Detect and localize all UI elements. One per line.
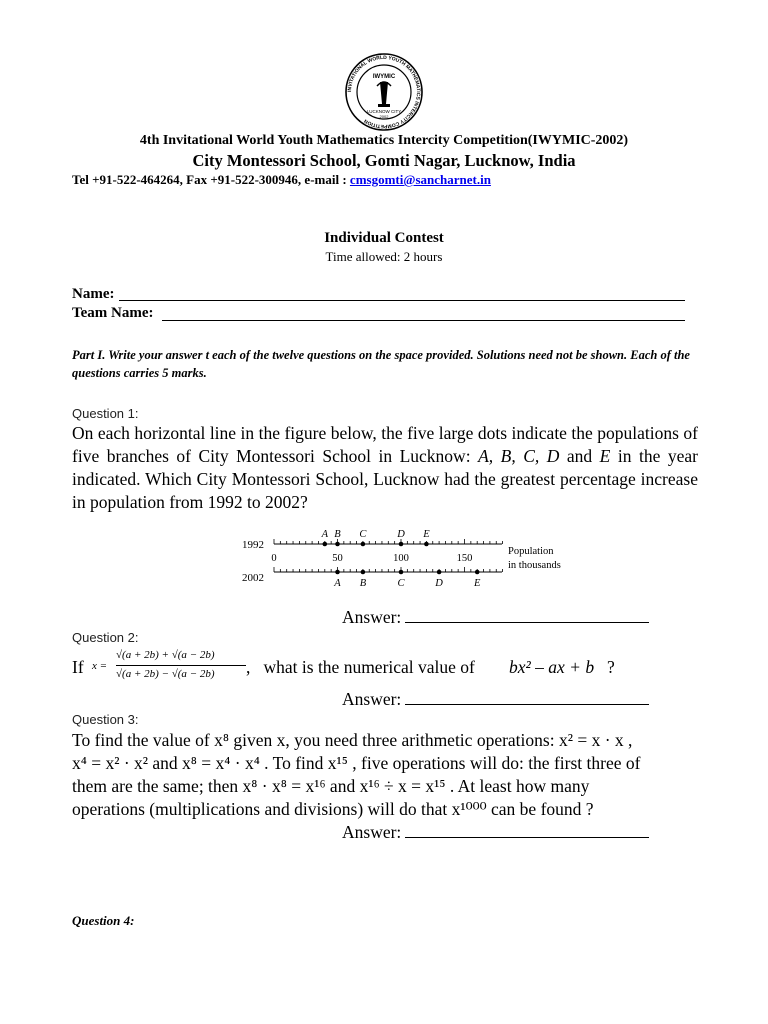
team-name-label: Team Name: — [72, 305, 154, 321]
dot-2002-D — [437, 570, 442, 575]
q2-lhs: x = — [92, 660, 108, 672]
legend-line-2: in thousands — [508, 560, 561, 571]
team-name-field-line[interactable] — [162, 320, 685, 321]
question-3-line-3: them are the same; then x⁸ · x⁸ = x¹⁶ and x¹⁶ ÷ x = x¹⁵ . At least how many — [72, 776, 590, 796]
answer-1-label: Answer: — [342, 607, 402, 627]
dot-label-1992-C: C — [359, 529, 367, 540]
dot-2002-C — [399, 570, 404, 575]
q2-text: , what is the numerical value of — [246, 657, 480, 677]
tick-label: 100 — [393, 553, 409, 564]
year-1992-label: 1992 — [242, 539, 264, 551]
question-2-text — [72, 646, 698, 686]
contact-text: Tel +91-522-464264, Fax +91-522-300946, e-mail : — [72, 172, 350, 187]
dot-label-2002-B: B — [359, 578, 367, 589]
answer-3 — [342, 822, 649, 843]
logo-city-text: LUCKNOW CITY — [366, 109, 402, 114]
question-2-label: Question 2: — [72, 630, 139, 645]
dot-1992-D — [399, 542, 404, 547]
question-3-line-2: x⁴ = x² · x² and x⁸ = x⁴ · x⁴ . To find x¹⁵ , five operations will do: the first three of — [72, 753, 641, 773]
question-3-line-4: operations (multiplications and divisions) will do that x¹⁰⁰⁰ can be found ? — [72, 799, 594, 819]
tick-label: 50 — [332, 553, 343, 564]
competition-title: 4th Invitational World Youth Mathematics Intercity Competition(IWYMIC-2002) — [139, 133, 629, 148]
contact-line — [72, 172, 491, 188]
dot-1992-C — [361, 542, 366, 547]
q1-vars: A, B, C, D — [478, 446, 560, 466]
tick-label: 150 — [456, 553, 473, 564]
dot-1992-E — [424, 542, 429, 547]
answer-1-field[interactable] — [405, 608, 649, 623]
dot-label-1992-B: B — [334, 529, 341, 540]
dot-label-2002-A: A — [334, 578, 341, 589]
population-figure — [238, 524, 578, 592]
dot-label-2002-C: C — [397, 578, 405, 589]
q2-fraction-bar — [116, 665, 246, 666]
dot-2002-E — [475, 570, 480, 575]
dot-label-1992-A: A — [321, 529, 329, 540]
legend-line-1: Population — [508, 546, 554, 557]
name-field-line[interactable] — [119, 300, 685, 301]
competition-logo — [344, 52, 424, 132]
q1-text-b: and — [559, 446, 600, 466]
year-2002-label: 2002 — [242, 572, 264, 584]
logo-year-text: 2002 — [379, 114, 389, 119]
dot-label-2002-D: D — [435, 578, 443, 589]
dot-1992-A — [323, 542, 328, 547]
contest-title: Individual Contest — [324, 230, 444, 246]
question-4-label: Question 4: — [72, 913, 135, 928]
tick-label: 0 — [271, 553, 277, 564]
question-1-text — [72, 422, 698, 514]
name-label: Name: — [72, 286, 115, 302]
question-1-label: Question 1: — [72, 406, 139, 421]
answer-2-field[interactable] — [405, 690, 649, 705]
dot-2002-A — [335, 570, 340, 575]
logo-center-text: IWYMIC — [372, 74, 396, 80]
school-title: City Montessori School, Gomti Nagar, Lucknow, India — [192, 151, 576, 170]
dot-label-1992-D: D — [397, 529, 405, 540]
dot-label-1992-E: E — [423, 529, 430, 540]
q1-text-c: in the year indicated. Which City Montessori School, Lucknow had the greatest percentage increase in population from 1992 to 2002? — [72, 446, 698, 512]
answer-3-label: Answer: — [342, 822, 402, 842]
dot-1992-B — [335, 542, 340, 547]
question-3-label: Question 3: — [72, 712, 139, 727]
logo-ring-text: INVITATIONAL WORLD YOUTH MATHEMATICS INTERCITY COMPETITION — [346, 54, 422, 130]
question-3-line-1: To find the value of x⁸ given x, you need three arithmetic operations: x² = x · x , — [72, 730, 633, 750]
q2-numerator: √(a + 2b) + √(a − 2b) — [116, 649, 215, 661]
q2-if: If — [72, 657, 84, 677]
answer-3-field[interactable] — [405, 823, 649, 838]
email-link[interactable]: cmsgomti@sancharnet.in — [349, 172, 491, 187]
instructions: Part I. Write your answer t each of the twelve questions on the space provided. Solutions need not be shown. Each of the questions carries 5 marks. — [72, 348, 690, 380]
q1-var-e: E — [599, 446, 611, 466]
q1-text-a: On each horizontal line in the figure below, the five large dots indicate the populations of five branches of City Montessori School in Lucknow: — [72, 423, 698, 466]
dot-label-2002-E: E — [473, 578, 481, 589]
time-allowed: Time allowed: 2 hours — [325, 249, 443, 264]
answer-2-label: Answer: — [342, 689, 402, 709]
q2-denominator: √(a + 2b) − √(a − 2b) — [116, 668, 215, 680]
q2-question-mark: ? — [607, 657, 615, 677]
answer-1 — [342, 607, 649, 628]
answer-2 — [342, 689, 649, 710]
q2-expression: bx² – ax + b — [509, 657, 595, 677]
dot-2002-B — [361, 570, 366, 575]
